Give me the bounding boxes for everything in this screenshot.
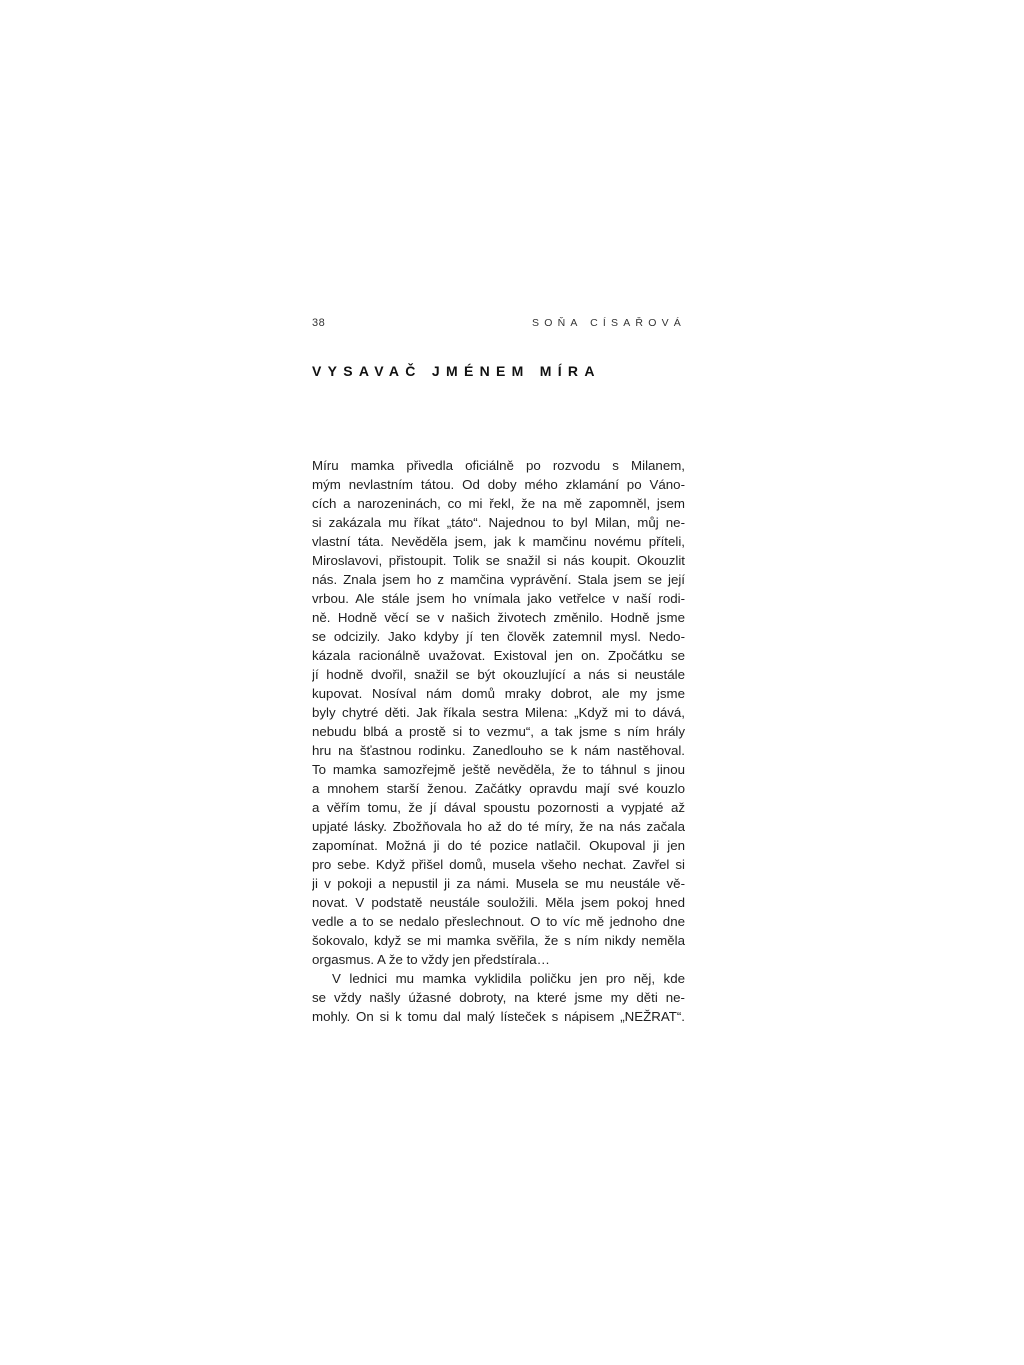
text-line: a mnohem starší ženou. Začátky opravdu mají své kouzlo (312, 781, 685, 796)
text-line: kázala racionálně uvažovat. Existoval jen on. Zpočátku se (312, 648, 685, 663)
text-line: si zakázala mu říkat „táto“. Najednou to byl Milan, můj ne- (312, 515, 685, 530)
text-line: V lednici mu mamka vyklidila poličku jen pro něj, kde (332, 971, 685, 986)
text-line: cích a narozeninách, co mi řekl, že na mě zapomněl, jsem (312, 496, 685, 511)
page-number: 38 (312, 317, 326, 329)
text-line: a věřím tomu, že jí dával spoustu pozornosti a vypjaté až (312, 800, 685, 815)
text-line: pro sebe. Když přišel domů, musela všeho nechat. Zavřel si (312, 857, 685, 872)
text-line: orgasmus. A že to vždy jen předstírala… (312, 952, 550, 967)
text-line: vlastní táta. Nevěděla jsem, jak k mamčinu novému příteli, (312, 534, 685, 549)
text-line: ně. Hodně věcí se v našich životech změnilo. Hodně jsme (312, 610, 685, 625)
text-line: novat. V podstatě neustále souložili. Měla jsem pokoj hned (312, 895, 685, 910)
text-line: mohly. On si k tomu dal malý lísteček s nápisem „NEŽRAT“. (312, 1009, 685, 1024)
text-line: Míru mamka přivedla oficiálně po rozvodu s Milanem, (312, 458, 685, 473)
text-line: vedle a to se nedalo přeslechnout. O to víc mě jednoho dne (312, 914, 685, 929)
text-line: mým nevlastním tátou. Od doby mého zklamání po Váno- (312, 477, 685, 492)
text-line: se vždy našly úžasné dobroty, na které jsme my děti ne- (312, 990, 685, 1005)
text-line: Miroslavovi, přistoupit. Tolik se snažil si nás koupit. Okouzlit (312, 553, 685, 568)
text-line: jí hodně dvořil, snažil se být okouzlující a nás si neustále (312, 667, 685, 682)
text-line: ji v pokoji a nepustil ji za námi. Musela se mu neustále vě- (312, 876, 685, 891)
running-header-author: SOŇA CÍSAŘOVÁ (532, 317, 686, 329)
text-line: se odcizily. Jako kdyby jí ten člověk zatemnil mysl. Nedo- (312, 629, 685, 644)
text-line: nás. Znala jsem ho z mamčina vyprávění. Stala jsem se její (312, 572, 685, 587)
text-line: šokovalo, když se mi mamka svěřila, že s ním nikdy neměla (312, 933, 685, 948)
text-line: hru na šťastnou rodinku. Zanedlouho se k nám nastěhoval. (312, 743, 685, 758)
text-line: upjaté lásky. Zbožňovala ho až do té míry, že na nás začala (312, 819, 685, 834)
text-line: kupovat. Nosíval nám domů mraky dobrot, ale my jsme (312, 686, 685, 701)
text-line: vrbou. Ale stále jsem ho vnímala jako vetřelce v naší rodi- (312, 591, 685, 606)
text-line: To mamka samozřejmě ještě nevěděla, že to táhnul s jinou (312, 762, 685, 777)
chapter-title: VYSAVAČ JMÉNEM MÍRA (312, 363, 601, 379)
text-line: zapomínat. Možná ji do té pozice natlačil. Okupoval ji jen (312, 838, 685, 853)
text-line: byly chytré děti. Jak říkala sestra Milena: „Když mi to dává, (312, 705, 685, 720)
text-line: nebudu blbá a prostě si to vezmu“, a tak jsme s ním hrály (312, 724, 685, 739)
body-text (312, 456, 685, 1026)
